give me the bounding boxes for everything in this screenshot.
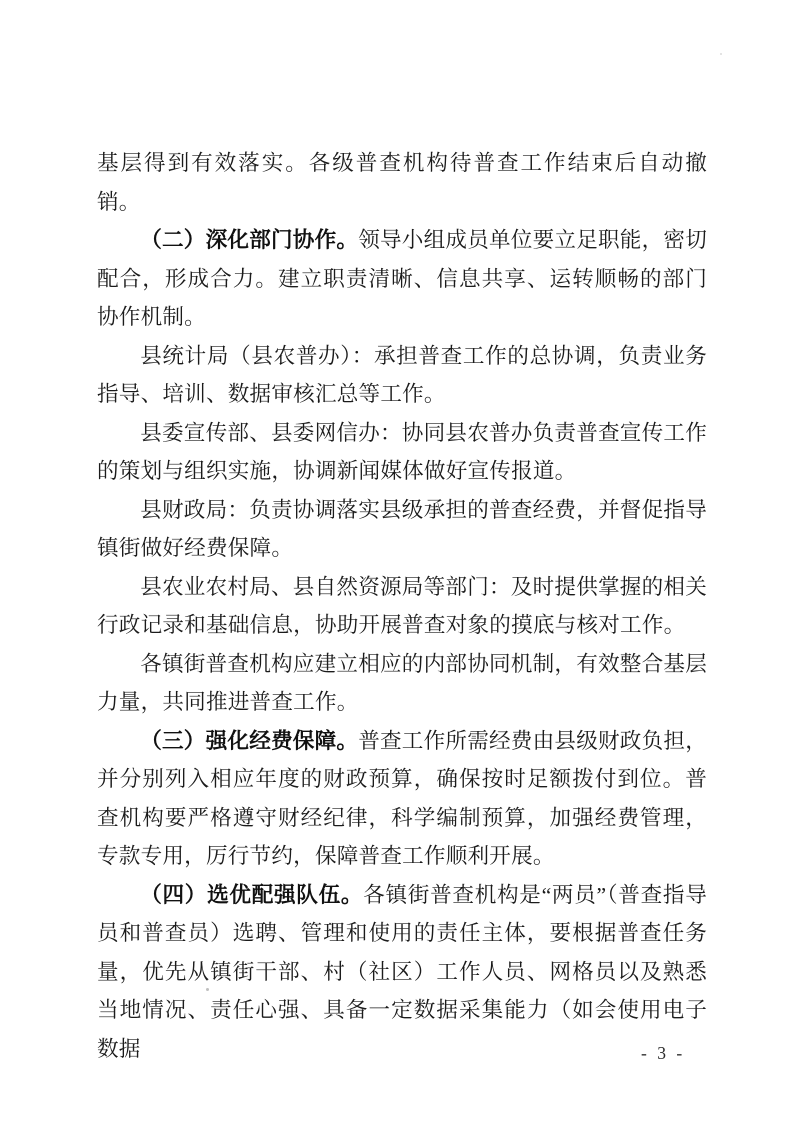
scan-artifact-dot	[720, 53, 722, 55]
paragraph-town-mechanism	[97, 645, 707, 722]
section-2-heading: （二）深化部门协作。	[140, 228, 359, 252]
paragraph-propaganda-dept	[97, 414, 707, 491]
paragraph-text: 基层得到有效落实。各级普查机构待普查工作结束后自动撤销。	[97, 151, 707, 214]
scan-artifact-dot	[206, 988, 209, 991]
paragraph-section-4	[97, 876, 707, 1069]
paragraph-text: 县财政局：负责协调落实县级承担的普查经费，并督促指导镇街做好经费保障。	[97, 497, 707, 560]
paragraph-continuation	[97, 144, 707, 221]
paragraph-text: 县委宣传部、县委网信办：协同县农普办负责普查宣传工作的策划与组织实施，协调新闻媒体做好宣传报道。	[97, 420, 707, 483]
paragraph-agriculture-bureau	[97, 568, 707, 645]
document-body	[97, 144, 707, 1068]
paragraph-section-2	[97, 221, 707, 337]
paragraph-text: 普查工作所需经费由县级财政负担，并分别列入相应年度的财政预算，确保按时足额拨付到位。普查机构要严格遵守财经纪律，科学编制预算，加强经费管理，专款专用，厉行节约，保障普查工作顺利开展。	[97, 728, 707, 868]
paragraph-text: 领导小组成员单位要立足职能，密切配合，形成合力。建立职责清晰、信息共享、运转顺畅的部门协作机制。	[97, 228, 707, 329]
paragraph-text: 各镇街普查机构应建立相应的内部协同机制，有效整合基层力量，共同推进普查工作。	[97, 651, 707, 714]
paragraph-section-3	[97, 722, 707, 876]
section-4-heading: （四）选优配强队伍。	[140, 882, 364, 907]
paragraph-statistics-bureau	[97, 337, 707, 414]
paragraph-text: 各镇街普查机构是“两员”（普查指导员和普查员）选聘、管理和使用的责任主体，要根据普查任务量，优先从镇街干部、村（社区）工作人员、网格员以及熟悉当地情况、责任心强、具备一定数据采集能力（如会使用电子数据	[97, 882, 707, 1061]
page-number: - 3 -	[641, 1043, 686, 1063]
paragraph-finance-bureau	[97, 491, 707, 568]
paragraph-text: 县统计局（县农普办）：承担普查工作的总协调，负责业务指导、培训、数据审核汇总等工作。	[97, 343, 707, 406]
section-3-heading: （三）强化经费保障。	[140, 728, 359, 753]
paragraph-text: 县农业农村局、县自然资源局等部门：及时提供掌握的相关行政记录和基础信息，协助开展普查对象的摸底与核对工作。	[97, 574, 707, 637]
